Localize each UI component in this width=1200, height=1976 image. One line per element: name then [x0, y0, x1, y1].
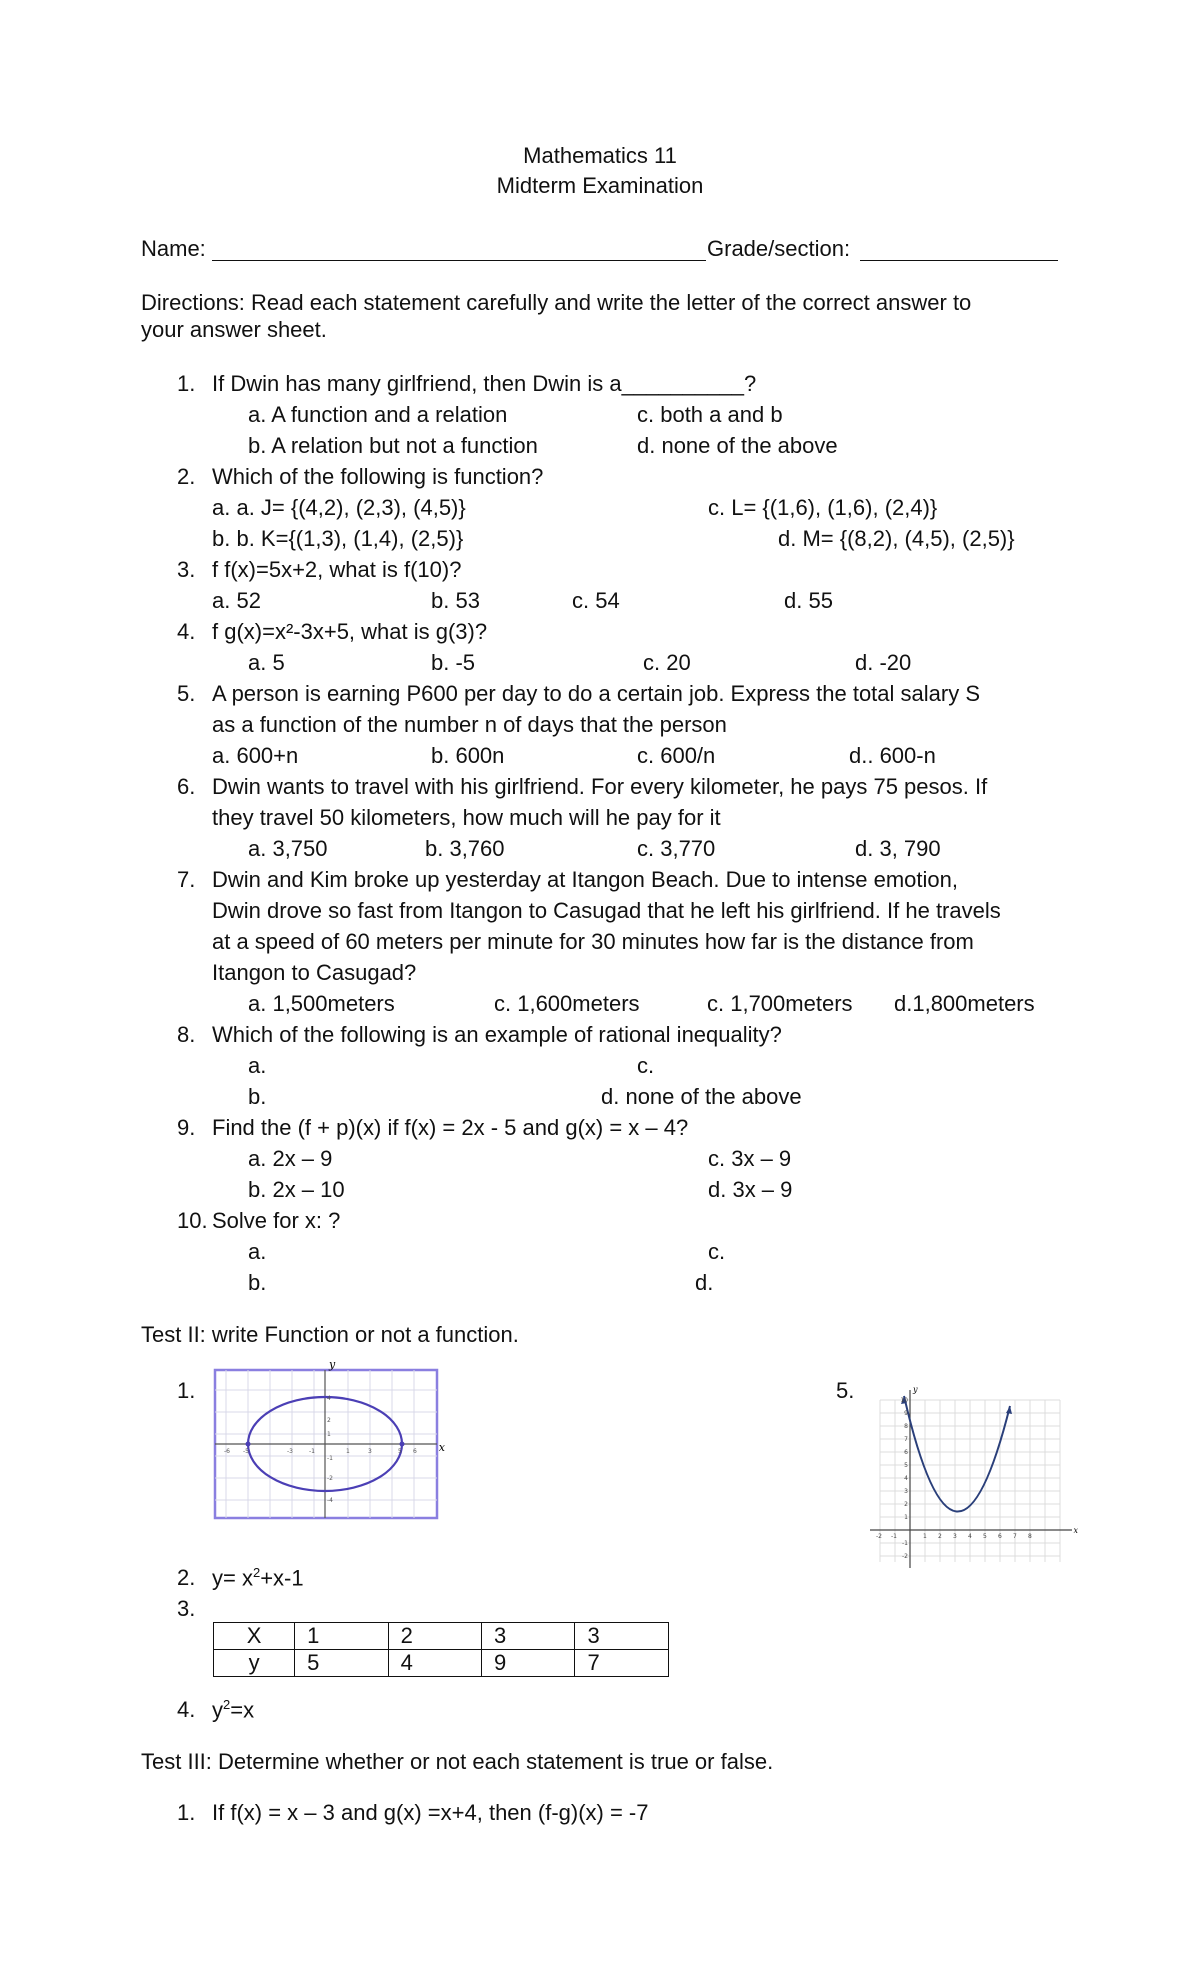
q10-number: 10.: [177, 1208, 208, 1233]
svg-text:3: 3: [904, 1488, 908, 1495]
svg-text:-2: -2: [902, 1553, 908, 1560]
table-cell: 4: [388, 1650, 481, 1677]
t2-item4-number: 4.: [177, 1697, 196, 1722]
t2-item5-number: 5.: [836, 1378, 855, 1403]
table-cell: X: [214, 1623, 295, 1650]
q6-number: 6.: [177, 774, 196, 799]
graph1-point: [246, 1442, 251, 1447]
svg-text:3: 3: [368, 1448, 372, 1455]
table-cell: y: [214, 1650, 295, 1677]
q6-choice-c: c. 3,770: [637, 836, 716, 861]
q8-text: Which of the following is an example of rational inequality?: [212, 1022, 782, 1047]
svg-text:2: 2: [938, 1533, 942, 1540]
svg-text:8: 8: [904, 1423, 908, 1430]
t2-item2-number: 2.: [177, 1565, 196, 1590]
q1-choice-a: a. A function and a relation: [248, 402, 508, 427]
q4-text: f g(x)=x²-3x+5, what is g(3)?: [212, 619, 488, 644]
q2-number: 2.: [177, 464, 196, 489]
svg-text:5: 5: [904, 1462, 908, 1469]
q4-choice-c: c. 20: [643, 650, 691, 675]
q5-choice-d: d.. 600-n: [849, 743, 936, 768]
q10-choice-d: d.: [695, 1270, 714, 1295]
xy-table: [213, 1622, 669, 1677]
q9-text: Find the (f + p)(x) if f(x) = 2x - 5 and g(x) = x – 4?: [212, 1115, 689, 1140]
svg-text:4: 4: [968, 1533, 972, 1540]
t2-item2-equation: $y= x^2+x-1$: [212, 1565, 304, 1591]
q6-choice-b: b. 3,760: [425, 836, 505, 861]
table-cell: 3: [575, 1623, 669, 1650]
table-cell: 1: [295, 1623, 388, 1650]
svg-text:6: 6: [904, 1449, 908, 1456]
graph1-x-label: x: [438, 1441, 445, 1454]
q8-number: 8.: [177, 1022, 196, 1047]
name-blank[interactable]: [212, 260, 706, 261]
q2-choice-a: a. a. J= {(4,2), (2,3), (4,5)}: [212, 495, 466, 520]
graph1-point: [400, 1442, 405, 1447]
q7-choice-b: c. 1,600meters: [494, 991, 640, 1016]
graph5-x-label: x: [1073, 1526, 1078, 1535]
q10-choice-c: c.: [708, 1239, 726, 1264]
q7-choice-a: a. 1,500meters: [248, 991, 395, 1016]
q5-text-line1: A person is earning P600 per day to do a certain job. Express the total salary S: [212, 681, 981, 706]
table-cell: 3: [482, 1623, 575, 1650]
table-row: [214, 1623, 669, 1650]
svg-text:5: 5: [983, 1533, 987, 1540]
table-cell: 9: [482, 1650, 575, 1677]
svg-text:10: 10: [900, 1397, 908, 1404]
svg-text:2: 2: [327, 1417, 331, 1424]
q9-choice-c: c. 3x – 9: [708, 1146, 792, 1171]
svg-text:3: 3: [953, 1533, 957, 1540]
graph5-y-label: y: [913, 1385, 918, 1394]
q4-choice-b: b. -5: [431, 650, 476, 675]
svg-text:4: 4: [904, 1475, 908, 1482]
svg-text:2: 2: [904, 1501, 908, 1508]
test2-heading: Test II: write Function or not a function.: [141, 1322, 519, 1347]
q7-text-line3: at a speed of 60 meters per minute for 30 minutes how far is the distance from: [212, 929, 974, 954]
graph1-y-label: y: [329, 1358, 336, 1371]
q8-choice-c: c.: [637, 1053, 655, 1078]
grade-label: Grade/section:: [707, 236, 851, 261]
q9-number: 9.: [177, 1115, 196, 1140]
q5-text-line2: as a function of the number n of days that the person: [212, 712, 727, 737]
table-cell: 2: [388, 1623, 481, 1650]
q5-number: 5.: [177, 681, 196, 706]
svg-text:1: 1: [923, 1533, 927, 1540]
svg-text:7: 7: [904, 1436, 908, 1443]
t3-q1-text: If f(x) = x – 3 and g(x) =x+4, then (f-g)(x) = -7: [212, 1800, 649, 1825]
q6-text-line1: Dwin wants to travel with his girlfriend. For every kilometer, he pays 75 pesos. If: [212, 774, 988, 799]
q7-choice-c: c. 1,700meters: [707, 991, 853, 1016]
svg-text:8: 8: [1028, 1533, 1032, 1540]
svg-text:1: 1: [346, 1448, 350, 1455]
svg-text:-5: -5: [243, 1448, 249, 1455]
svg-text:-1: -1: [327, 1455, 333, 1462]
svg-text:1: 1: [904, 1514, 908, 1521]
q1-choice-b: b. A relation but not a function: [248, 433, 538, 458]
q8-choice-a: a.: [248, 1053, 267, 1078]
t2-item1-number: 1.: [177, 1378, 196, 1403]
q9-choice-b: b. 2x – 10: [248, 1177, 345, 1202]
q8-choice-d: d. none of the above: [601, 1084, 802, 1109]
exam-subtitle: Midterm Examination: [496, 173, 704, 198]
q7-number: 7.: [177, 867, 196, 892]
exam-title: Mathematics 11: [523, 143, 677, 168]
graph5-x-ticks: [876, 1533, 1032, 1540]
q10-choice-b: b.: [248, 1270, 267, 1295]
q2-choice-b: b. b. K={(1,3), (1,4), (2,5)}: [212, 526, 464, 551]
q1-number: 1.: [177, 371, 196, 396]
table-cell: 5: [295, 1650, 388, 1677]
q5-choice-b: b. 600n: [431, 743, 505, 768]
q3-number: 3.: [177, 557, 196, 582]
q7-text-line2: Dwin drove so fast from Itangon to Casugad that he left his girlfriend. If he travels: [212, 898, 1001, 923]
t2-item3-number: 3.: [177, 1596, 196, 1621]
q3-text: f f(x)=5x+2, what is f(10)?: [212, 557, 462, 582]
svg-text:6: 6: [998, 1533, 1002, 1540]
q3-choice-c: c. 54: [572, 588, 620, 613]
svg-text:1: 1: [327, 1431, 331, 1438]
directions-line1: Directions: Read each statement carefully and write the letter of the correct answer to: [141, 290, 972, 315]
q10-choice-a: a.: [248, 1239, 267, 1264]
grade-blank[interactable]: [860, 260, 1058, 261]
t3-q1-number: 1.: [177, 1800, 196, 1825]
q4-number: 4.: [177, 619, 196, 644]
svg-text:7: 7: [1013, 1533, 1017, 1540]
q9-choice-d: d. 3x – 9: [708, 1177, 793, 1202]
q1-text: If Dwin has many girlfriend, then Dwin is a__________?: [212, 371, 757, 396]
q3-choice-b: b. 53: [431, 588, 480, 613]
svg-text:-6: -6: [224, 1448, 230, 1455]
q5-choice-c: c. 600/n: [637, 743, 716, 768]
ellipse-graph: [213, 1360, 443, 1520]
svg-text:9: 9: [904, 1410, 908, 1417]
q2-choice-d: d. M= {(8,2), (4,5), (2,5)}: [778, 526, 1015, 551]
q6-text-line2: they travel 50 kilometers, how much will he pay for it: [212, 805, 721, 830]
q10-text: Solve for x: ?: [212, 1208, 341, 1233]
t2-item4-equation: $y^2=x$: [212, 1697, 255, 1723]
svg-text:-2: -2: [327, 1475, 333, 1482]
q7-choice-d: d.1,800meters: [894, 991, 1035, 1016]
q3-choice-d: d. 55: [784, 588, 833, 613]
q6-choice-a: a. 3,750: [248, 836, 328, 861]
svg-text:5: 5: [398, 1448, 402, 1455]
test3-heading: Test III: Determine whether or not each statement is true or false.: [141, 1749, 774, 1774]
svg-text:6: 6: [413, 1448, 417, 1455]
svg-text:-3: -3: [287, 1448, 293, 1455]
q1-choice-c: c. both a and b: [637, 402, 783, 427]
q7-text-line1: Dwin and Kim broke up yesterday at Itangon Beach. Due to intense emotion,: [212, 867, 958, 892]
directions-line2: your answer sheet.: [141, 317, 327, 342]
svg-text:-4: -4: [327, 1497, 333, 1504]
svg-text:-1: -1: [309, 1448, 315, 1455]
svg-text:-1: -1: [891, 1533, 897, 1540]
q8-choice-b: b.: [248, 1084, 267, 1109]
parabola-graph: [866, 1382, 1086, 1572]
table-row: [214, 1650, 669, 1677]
q9-choice-a: a. 2x – 9: [248, 1146, 333, 1171]
svg-text:-1: -1: [902, 1540, 908, 1547]
q6-choice-d: d. 3, 790: [855, 836, 941, 861]
q3-choice-a: a. 52: [212, 588, 261, 613]
q5-choice-a: a. 600+n: [212, 743, 299, 768]
name-label: Name:: [141, 236, 206, 261]
q1-choice-d: d. none of the above: [637, 433, 838, 458]
svg-text:-2: -2: [876, 1533, 882, 1540]
svg-text:4: 4: [327, 1395, 331, 1402]
q4-choice-d: d. -20: [855, 650, 912, 675]
q7-text-line4: Itangon to Casugad?: [212, 960, 417, 985]
table-cell: 7: [575, 1650, 669, 1677]
q2-choice-c: c. L= {(1,6), (1,6), (2,4)}: [708, 495, 938, 520]
q2-text: Which of the following is function?: [212, 464, 544, 489]
q4-choice-a: a. 5: [248, 650, 285, 675]
